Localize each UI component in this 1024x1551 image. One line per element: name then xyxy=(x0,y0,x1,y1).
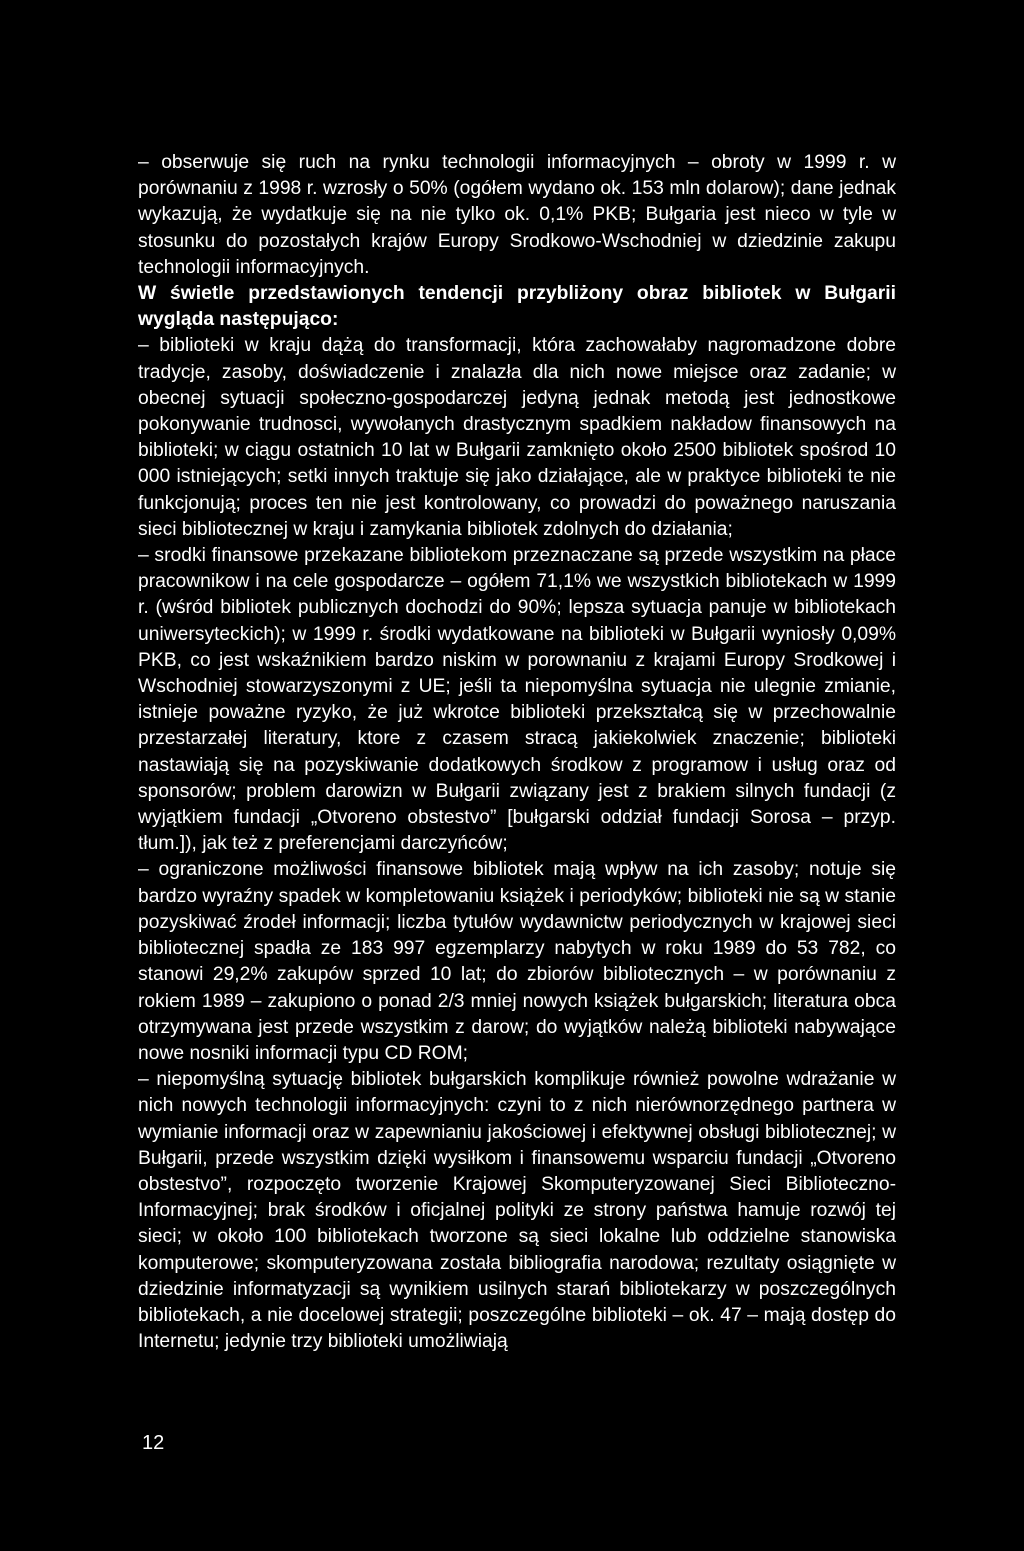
paragraph-library-transformation: – biblioteki w kraju dążą do transformacji, która zachowałaby nagromadzone dobre tradycje, zasoby, doświadczenie i znalazła dla nich nowe miejsce oraz zadanie; w obecnej sytuacji społeczno-gospodarczej jedyną jednak metodą jest jednostkowe pokonywanie trudnosci, wywołanych drastycznym spadkiem nakładow finansowych na biblioteki; w ciągu ostatnich 10 lat w Bułgarii zamknięto około 2500 bibliotek spośrod 10 000 istniejących; setki innych traktuje się jako działające, ale w praktyce biblioteki te nie funkcjonują; proces ten nie jest kontrolowany, co prowadzi do poważnego naruszania sieci bibliotecznej w kraju i zamykania bibliotek zdolnych do działania; xyxy=(138,335,896,540)
paragraph-financial-resources: – srodki finansowe przekazane bibliotekom przeznaczane są przede wszystkim na płace pracownikow i na cele gospodarcze – ogółem 71,1% we wszystkich bibliotekach w 1999 r. (wśród bibliotek publicznych dochodzi do 90%; lepsza sytuacja panuje w bibliotekach uniwersyteckich); w 1999 r. środki wydatkowane na biblioteki w Bułgarii wyniosły 0,09% PKB, co jest wskaźnikiem bardzo niskim w porownaniu z krajami Europy Srodkowej i Wschodniej stowarzyszonymi z UE; jeśli ta niepomyślna sytuacja nie ulegnie zmianie, istnieje poważne ryzyko, że już wkrotce biblioteki przekształcą się w przechowalnie przestarzałej literatury, ktore z czasem stracą jakiekolwiek znaczenie; biblioteki nastawiają się na pozyskiwanie dodatkowych środkow z programow i usług oraz od sponsorów; problem darowizn w Bułgarii związany jest z brakiem silnych fundacji (z wyjątkiem fundacji „Otvoreno obstestvo” [bułgarski oddział fundacji Sorosa – przyp. tłum.]), jak też z preferencjami darczyńców; xyxy=(138,545,896,855)
paragraph-new-technologies: – niepomyślną sytuację bibliotek bułgarskich komplikuje również powolne wdrażanie w nich nowych technologii informacyjnych: czyni to z nich nierównorzędnego partnera w wymianie informacji oraz w zapewnianiu jakościowej i efektywnej obsługi bibliotecznej; w Bułgarii, przede wszystkim dzięki wysiłkom i finansowemu wsparciu fundacji „Otvoreno obstestvo”, rozpoczęto tworzenie Krajowej Skomputeryzowanej Sieci Biblioteczno-Informacyjnej; brak środków i oficjalnej polityki ze strony państwa hamuje rozwój tej sieci; w około 100 bibliotekach tworzone są sieci lokalne lub oddzielne stanowiska komputerowe; skomputeryzowana została bibliografia narodowa; rezultaty osiągnięte w dziedzinie informatyzacji są wynikiem usilnych starań bibliotekarzy w poszczególnych bibliotekach, a nie docelowej strategii; poszczególne biblioteki – ok. 47 – mają dostęp do Internetu; jedynie trzy biblioteki umożliwiają xyxy=(138,1069,896,1353)
section-heading: W świetle przedstawionych tendencji przybliżony obraz bibliotek w Bułgarii wygląda następująco: xyxy=(138,283,896,331)
page-number: 12 xyxy=(142,1432,165,1454)
page-body xyxy=(138,150,896,1355)
paragraph-limited-finances: – ograniczone możliwości finansowe bibliotek mają wpływ na ich zasoby; notuje się bardzo wyraźny spadek w kompletowaniu książek i periodyków; biblioteki nie są w stanie pozyskiwać źrodeł informacji; liczba tytułów wydawnictw periodycznych w krajowej sieci bibliotecznej spadła ze 183 997 egzemplarzy nabytych w roku 1989 do 53 782, co stanowi 29,2% zakupów sprzed 10 lat; do zbiorów bibliotecznych – w porównaniu z rokiem 1989 – zakupiono o ponad 2/3 mniej nowych książek bułgarskich; literatura obca otrzymywana jest przede wszystkim z darow; do wyjątków należą biblioteki nabywające nowe nosniki informacji typu CD ROM; xyxy=(138,859,896,1064)
paragraph-technology-market: – obserwuje się ruch na rynku technologii informacyjnych – obroty w 1999 r. w porównaniu z 1998 r. wzrosły o 50% (ogółem wydano ok. 153 mln dolarow); dane jednak wykazują, że wydatkuje się na nie tylko ok. 0,1% PKB; Bułgaria jest nieco w tyle w stosunku do pozostałych krajów Europy Srodkowo-Wschodniej w dziedzinie zakupu technologii informacyjnych. xyxy=(138,152,896,278)
